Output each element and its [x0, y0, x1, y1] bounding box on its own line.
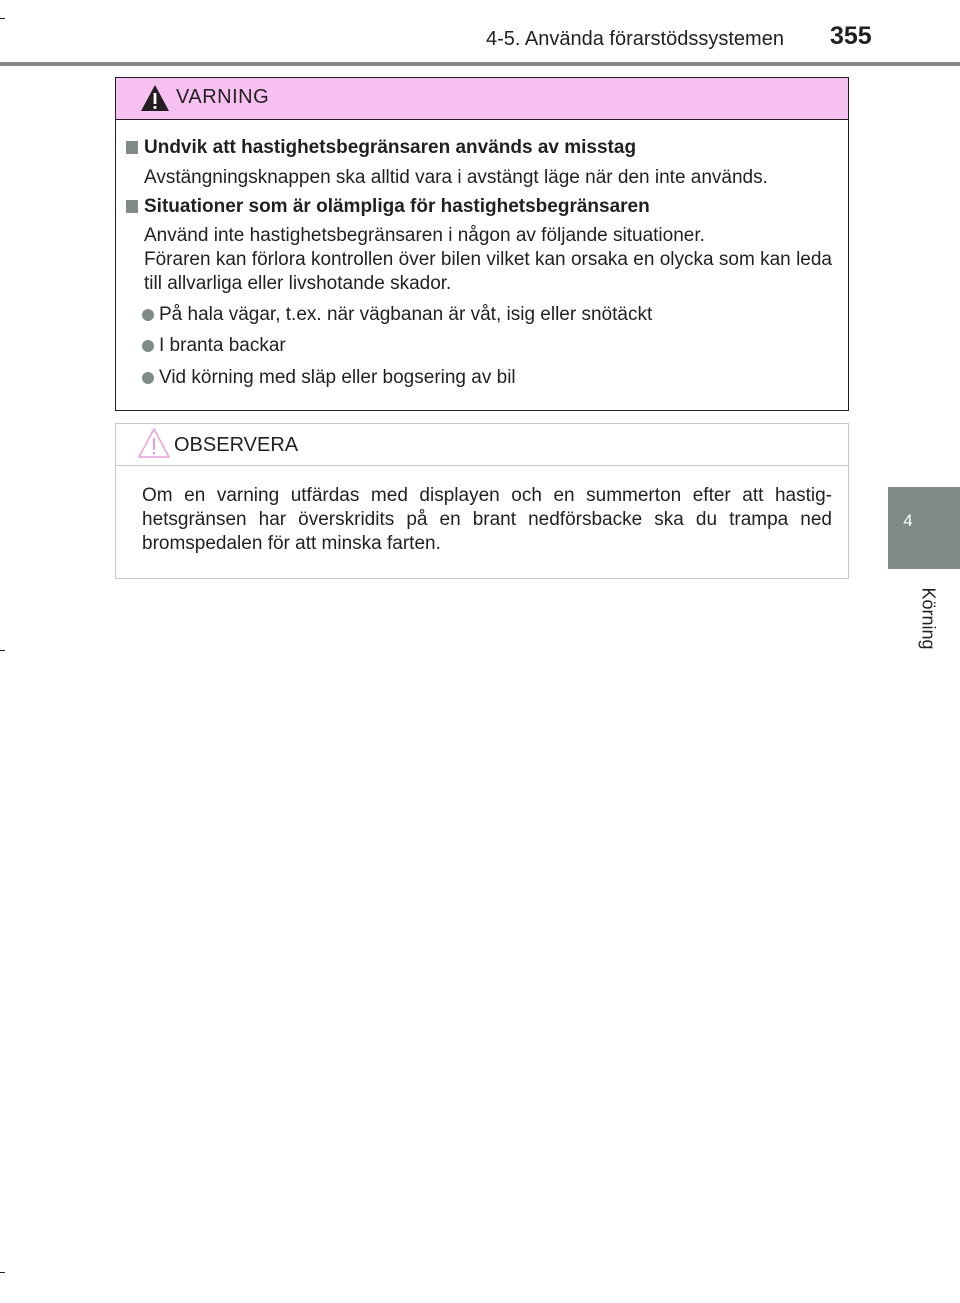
note-header [116, 424, 848, 466]
section-text: Använd inte hastighetsbegränsaren i någon av följande situationer. [144, 225, 705, 246]
round-bullet-icon [142, 309, 154, 321]
section-heading: Situationer som är olämpliga för hastighetsbegränsaren [126, 196, 826, 220]
square-bullet-icon [126, 200, 138, 213]
page-number: 355 [830, 22, 872, 50]
crop-mark-top [0, 18, 5, 19]
section-text: Föraren kan förlora kontrollen över bilen vilket kan orsaka en olycka som kan leda till allvarliga eller livshotande skador. [144, 249, 832, 294]
section-text: Avstängningsknappen ska alltid vara i avstängt läge när den inte används. [144, 167, 768, 188]
warning-triangle-icon [140, 84, 170, 112]
crop-mark-middle [0, 650, 5, 651]
header-rule [0, 62, 960, 66]
note-label: OBSERVERA [174, 434, 299, 456]
warning-label: VARNING [176, 86, 270, 108]
chapter-title: Körning [918, 587, 939, 650]
round-bullet-icon [142, 372, 154, 384]
warning-box: VARNING Undvik att hastighetsbegränsaren används av misstag Avstängningsknappen ska alltid vara i avstängt läge när den inte används. Situationer som är olämpliga för hastighetsbegränsaren Använd inte hastighetsbegränsaren i någon av följande situationer. Föraren kan förlora kontrollen över bilen vilket kan orsaka en olycka som kan leda till allvarliga eller livshotande skador. På hala vägar, t.ex. när vägbanan är våt, isig eller snötäckt I branta backar Vid körning med släp eller bogsering av bil [115, 77, 849, 411]
section-heading: Undvik att hastighetsbegränsaren används av misstag [126, 137, 826, 161]
warning-header [116, 78, 848, 120]
square-bullet-icon [126, 141, 138, 154]
note-text: Om en varning utfärdas med displayen och en summerton efter att hastig-hetsgränsen har överskridits på en brant nedförsbacke ska du trampa ned bromspedalen för att minska farten. [142, 485, 832, 554]
round-bullet-icon [142, 340, 154, 352]
chapter-tab [888, 487, 960, 569]
caution-triangle-icon [138, 427, 170, 459]
note-box [115, 423, 849, 579]
chapter-side-label [918, 578, 938, 658]
crop-mark-bottom [0, 1272, 5, 1273]
chapter-section-title: 4-5. Använda förarstödssystemen [486, 28, 784, 50]
chapter-number: 4 [903, 511, 913, 530]
